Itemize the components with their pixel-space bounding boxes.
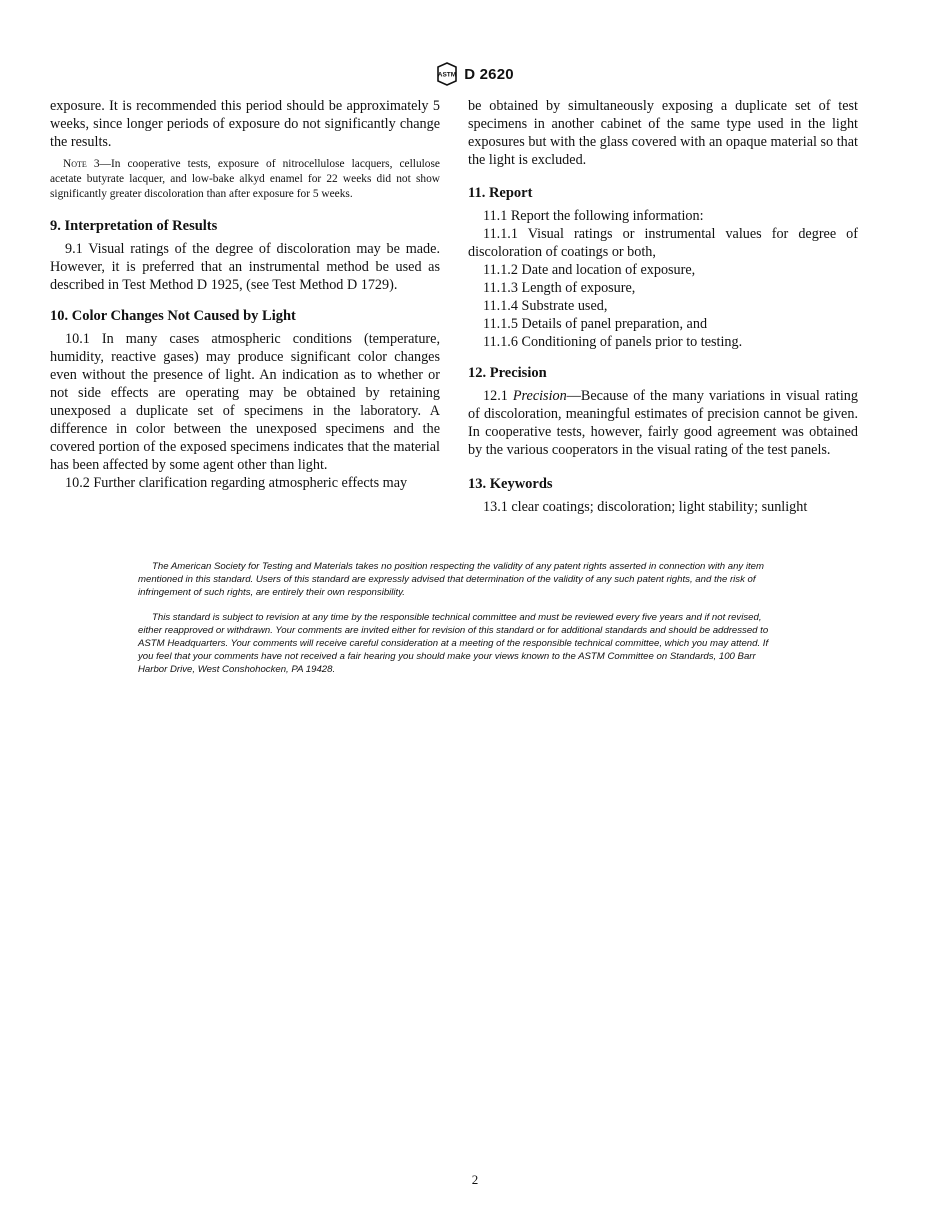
revision-notice: This standard is subject to revision at any time by the responsible technical committee and must be reviewed every five years and if not revised, either reapproved or withdrawn. Your comments are invited either for revision of this standard or for additional standards and should be addressed to ASTM Headquarters. Your comments will receive careful consideration at a meeting of the responsible technical committee, which you may attend. If you feel that your comments have not received a fair hearing you should make your views known to the ASTM Committee on Standards, 100 Barr Harbor Drive, West Conshohocken, PA 19428. [138,612,769,675]
astm-logo-text: ASTM [437,71,457,79]
section-13-heading: 13. Keywords [468,476,553,492]
section-12-1 [468,387,858,459]
note-3 [50,157,440,202]
note-text: —In cooperative tests, exposure of nitrocellulose lacquers, cellulose acetate butyrate lacquer, and low-bake alkyd enamel for 22 weeks did not show significantly greater discoloration than after exposure for 5 weeks. [50,158,440,200]
section-13-1: 13.1 clear coatings; discoloration; light stability; sunlight [483,499,808,515]
section-11-1-6: 11.1.6 Conditioning of panels prior to testing. [483,334,743,350]
section-12-1-text: —Because of the many variations in visual rating of discoloration, meaningful estimates of precision cannot be given. In cooperative tests, however, fairly good agreement was obtained by the various cooperators in the visual rating of the test panels. [468,388,858,458]
right-column [468,97,858,516]
section-11-1-3: 11.1.3 Length of exposure, [483,280,636,296]
section-11-1-2: 11.1.2 Date and location of exposure, [483,262,696,278]
section-11-1-5: 11.1.5 Details of panel preparation, and [483,316,708,332]
section-11-1: 11.1 Report the following information: [483,208,704,224]
left-column [50,97,440,492]
section-9-heading: 9. Interpretation of Results [50,218,218,234]
patent-notice: The American Society for Testing and Materials takes no position respecting the validity of any patent rights asserted in connection with any item mentioned in this standard. Users of this standard are expressly advised that determination of the validity of any such patent rights, and the risk of infringement of such rights, are entirely their own responsibility. [138,561,765,598]
continuation-paragraph: be obtained by simultaneously exposing a duplicate set of test specimens in another cabinet of the same type used in the light exposures but with the glass covered with an opaque material so that the light is excluded. [468,98,858,168]
section-9-1: 9.1 Visual ratings of the degree of discoloration may be made. However, it is preferred that an instrumental method be used as described in Test Method D 1925, (see Test Method D 1729). [50,241,440,293]
section-10-heading: 10. Color Changes Not Caused by Light [50,308,296,324]
section-11-heading: 11. Report [468,185,533,201]
section-12-heading: 12. Precision [468,365,547,381]
section-10-1: 10.1 In many cases atmospheric conditions (temperature, humidity, reactive gases) may produce significant color changes even without the presence of light. An indication as to whether or not side effects are operating may be obtained by retaining unexposed a duplicate set of specimens in the laboratory. A difference in color between the unexposed specimens and the covered portion of the exposed specimens indicates that the material has been affected by some agent other than light. [50,331,440,473]
section-12-1-term: Precision [512,388,567,404]
page-number: 2 [471,1172,479,1187]
note-label: Note [63,158,87,170]
section-11-1-4: 11.1.4 Substrate used, [483,298,608,314]
page-header [0,62,950,86]
intro-paragraph: exposure. It is recommended this period should be approximately 5 weeks, since longer periods of exposure do not significantly change the results. [50,98,440,150]
standard-designation: D 2620 [464,65,514,83]
section-10-2: 10.2 Further clarification regarding atmospheric effects may [65,475,408,491]
footer-notices [138,560,772,688]
section-12-1-number: 12.1 [483,388,513,404]
section-11-1-1: 11.1.1 Visual ratings or instrumental values for degree of discoloration of coatings or both, [468,226,858,260]
note-number: 3 [86,158,100,170]
astm-logo-icon [436,62,458,86]
